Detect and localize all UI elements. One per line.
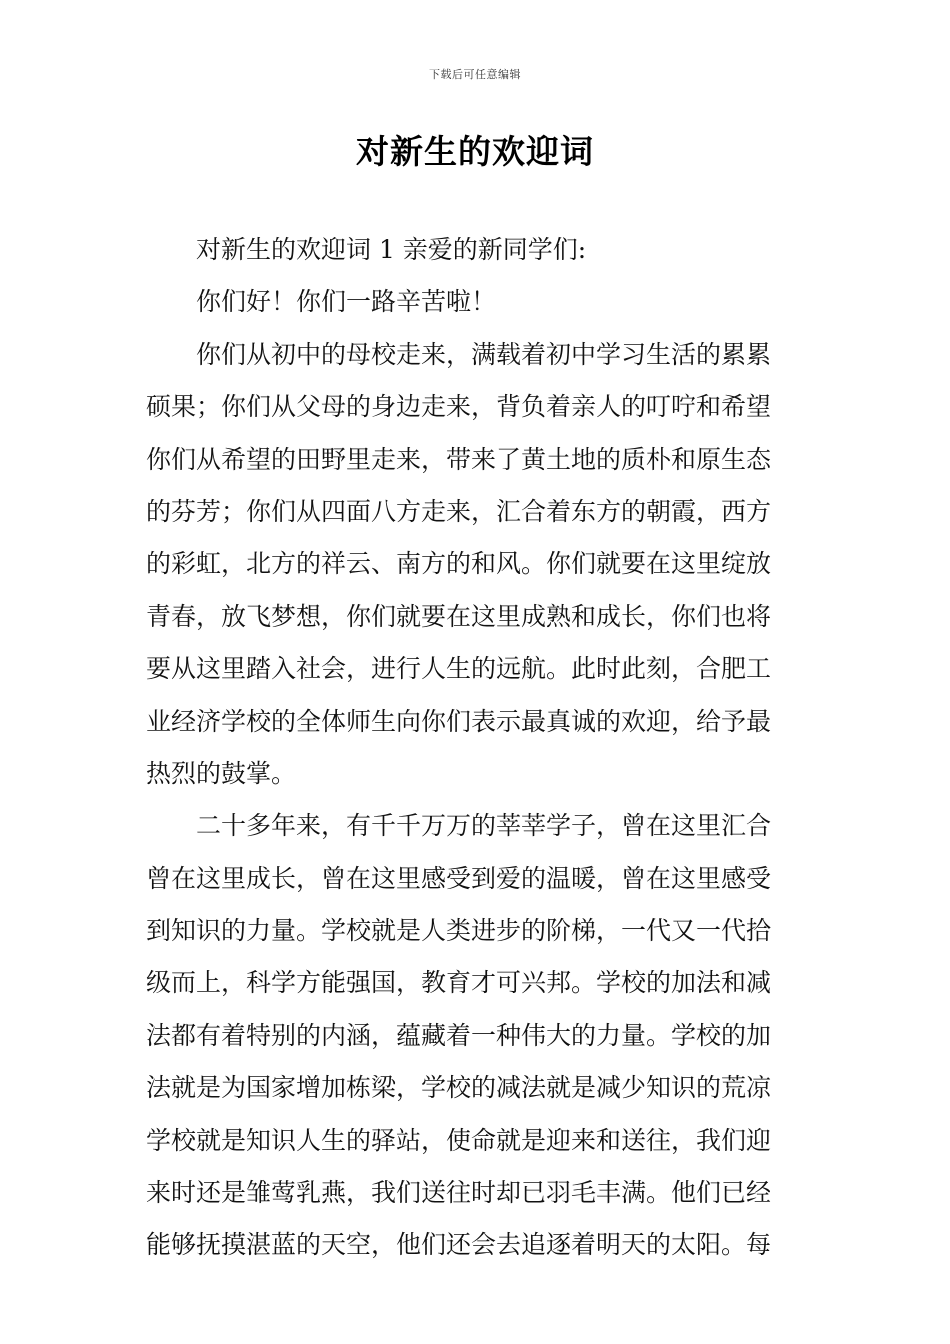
text-line: 对新生的欢迎词 1 亲爱的新同学们: <box>196 235 587 264</box>
text-line: 热烈的鼓掌。 <box>146 758 297 788</box>
text-line: 曾在这里成长，曾在这里感受到爱的温暖，曾在这里感受 <box>146 863 772 893</box>
text-line: 青春，放飞梦想，你们就要在这里成熟和成长，你们也将 <box>146 601 772 631</box>
document-title: 对新生的欢迎词 <box>356 132 594 171</box>
header-note: 下载后可任意编辑 <box>429 68 521 81</box>
text-line: 你们好！你们一路辛苦啦！ <box>196 287 497 317</box>
text-line: 的芬芳；你们从四面八方走来，汇合着东方的朝霞，西方 <box>146 496 772 526</box>
text-line: 能够抚摸湛蓝的天空，他们还会去追逐着明天的太阳。每 <box>146 1230 772 1260</box>
text-line: 二十多年来，有千千万万的莘莘学子，曾在这里汇合 <box>196 811 772 841</box>
text-line: 的彩虹，北方的祥云、南方的和风。你们就要在这里绽放 <box>146 549 772 579</box>
text-line: 到知识的力量。学校就是人类进步的阶梯，一代又一代拾 <box>146 916 772 946</box>
text-line: 要从这里踏入社会，进行人生的远航。此时此刻，合肥工 <box>146 654 772 684</box>
text-line: 法就是为国家增加栋梁，学校的减法就是减少知识的荒凉 <box>146 1073 772 1103</box>
text-line: 你们从初中的母校走来，满载着初中学习生活的累累 <box>196 339 772 369</box>
text-line: 级而上，科学方能强国，教育才可兴邦。学校的加法和减 <box>146 968 772 998</box>
text-line: 法都有着特别的内涵，蕴藏着一种伟大的力量。学校的加 <box>146 1020 772 1050</box>
text-line: 来时还是雏莺乳燕，我们送往时却已羽毛丰满。他们已经 <box>146 1178 772 1208</box>
text-line: 业经济学校的全体师生向你们表示最真诚的欢迎，给予最 <box>146 706 772 736</box>
text-line: 学校就是知识人生的驿站，使命就是迎来和送往，我们迎 <box>146 1125 772 1155</box>
text-line: 硕果；你们从父母的身边走来，背负着亲人的叮咛和希望 <box>146 392 772 422</box>
text-line: 你们从希望的田野里走来，带来了黄土地的质朴和原生态 <box>146 444 772 474</box>
document-body <box>146 224 806 1272</box>
